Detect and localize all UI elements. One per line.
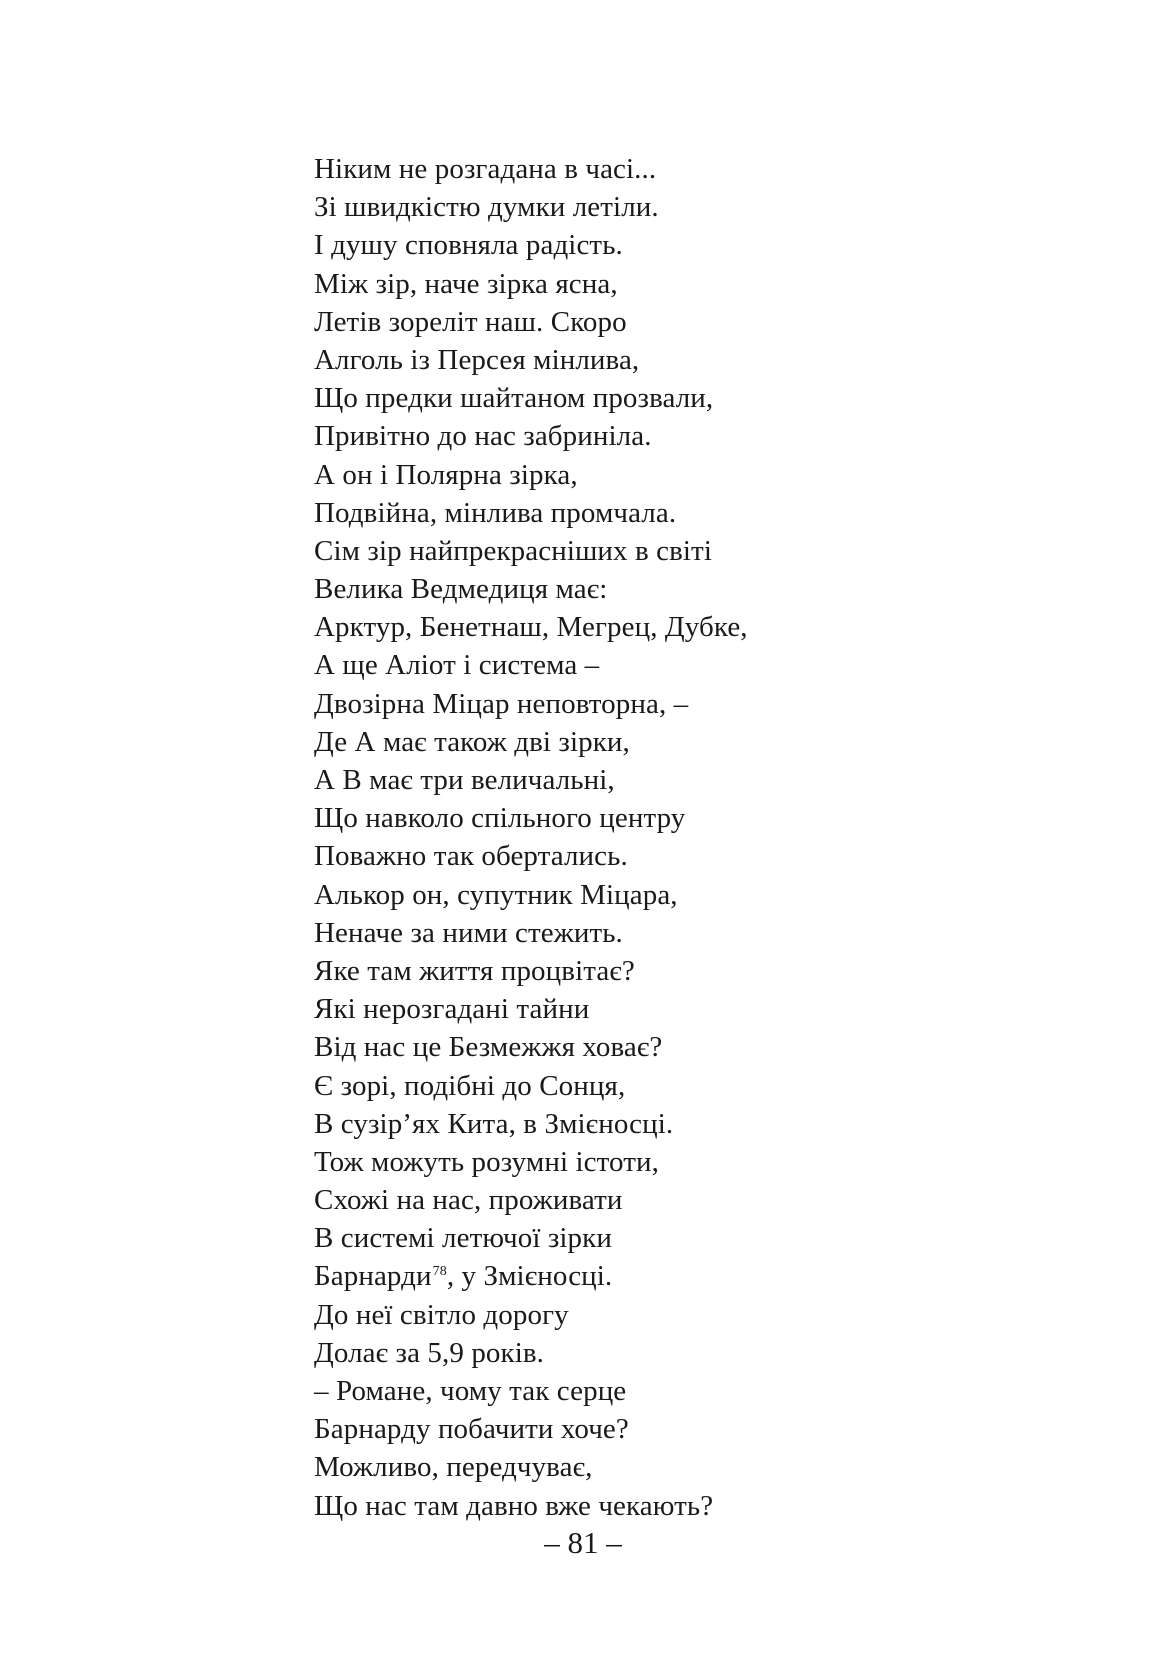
poem-line-start: Барнарди xyxy=(314,1260,432,1293)
poem-line: В системі летючої зірки xyxy=(314,1222,612,1255)
page-number: – 81 – xyxy=(544,1525,622,1560)
poem-line: Алькор он, супутник Міцара, xyxy=(314,878,678,911)
poem-line: До неї світло дорогу xyxy=(314,1298,569,1331)
poem-line: Двозірна Міцар неповторна, – xyxy=(314,687,689,720)
poem-line: Долає за 5,9 років. xyxy=(314,1336,545,1369)
poem-line: Зі швидкістю думки летіли. xyxy=(314,191,659,224)
footnote-reference[interactable]: 78 xyxy=(432,1263,447,1279)
poem-line: Велика Ведмедиця має: xyxy=(314,573,608,606)
poem-line: Неначе за ними стежить. xyxy=(314,916,623,949)
poem-line: Привітно до нас забриніла. xyxy=(314,420,652,453)
poem-line: Від нас це Безмежжя ховає? xyxy=(314,1031,663,1064)
poem-line: – Романе, чому так серце xyxy=(314,1375,627,1407)
poem-line: Тож можуть розумні істоти, xyxy=(314,1145,659,1178)
poem-line: Можливо, передчуває, xyxy=(314,1451,593,1484)
poem-line: А В має три величальні, xyxy=(314,764,615,796)
poem-line: Є зорі, подібні до Сонця, xyxy=(314,1069,626,1102)
poem-text xyxy=(314,150,1034,1525)
poem-line: І душу сповняла радість. xyxy=(314,229,623,262)
poem-line-end: , у Змієносці. xyxy=(446,1260,613,1293)
poem-line: А он і Полярна зірка, xyxy=(314,458,578,491)
poem-line: В сузір’ях Кита, в Змієносці. xyxy=(314,1107,674,1140)
poem-line: Що предки шайтаном прозвали, xyxy=(314,382,714,415)
poem-line: Що нас там давно вже чекають? xyxy=(314,1489,714,1522)
poem-line: Що навколо спільного центру xyxy=(314,802,686,835)
poem-line-with-footnote xyxy=(314,1257,1034,1295)
poem-line: Які нерозгадані тайни xyxy=(314,993,590,1026)
poem-line: Летів зореліт наш. Скоро xyxy=(314,305,627,338)
poem-line: Подвійна, мінлива промчала. xyxy=(314,496,677,529)
poem-line: Поважно так обертались. xyxy=(314,840,628,873)
poem-line: Де А має також дві зірки, xyxy=(314,725,630,758)
poem-line: Барнарду побачити хоче? xyxy=(314,1413,629,1446)
poem-line: А ще Аліот і система – xyxy=(314,649,600,682)
poem-line: Ніким не розгадана в часі... xyxy=(314,153,657,185)
poem-line: Сім зір найпрекрасніших в світі xyxy=(314,534,712,567)
poem-line: Схожі на нас, проживати xyxy=(314,1184,623,1217)
poem-line: Між зір, наче зірка ясна, xyxy=(314,267,618,300)
poem-line: Яке там життя процвітає? xyxy=(314,954,635,987)
poem-line: Арктур, Бенетнаш, Мегрец, Дубке, xyxy=(314,611,748,644)
poem-line: Алголь із Персея мінлива, xyxy=(314,343,640,376)
